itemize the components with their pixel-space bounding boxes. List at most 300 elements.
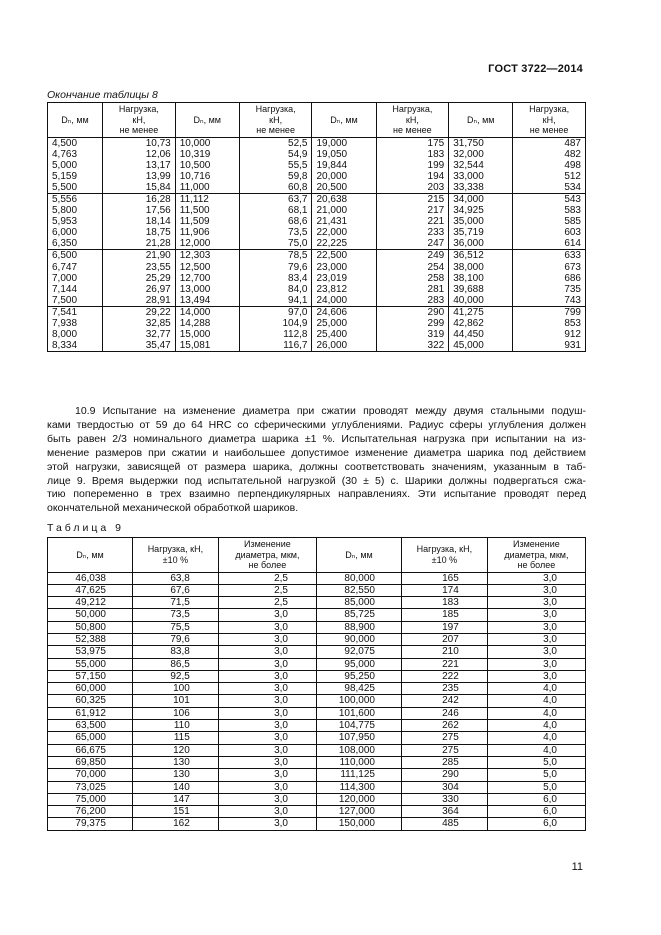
cell-load: 222 [401, 670, 487, 682]
cell-load: 290 [401, 769, 487, 781]
cell-diameter: 36,512 [449, 250, 513, 262]
cell-diameter: 76,200 [48, 806, 133, 818]
cell-diameter: 5,556 [48, 193, 103, 205]
cell-diameter-change: 6,0 [487, 818, 585, 830]
cell-diameter: 61,912 [48, 707, 133, 719]
cell-diameter-change: 3,0 [218, 670, 316, 682]
cell-diameter-change: 3,0 [218, 683, 316, 695]
table-row [48, 756, 586, 768]
table9-header-dw: Dₙ, мм [48, 538, 133, 573]
table8-header-row [48, 103, 586, 138]
cell-load: 78,5 [239, 250, 312, 262]
cell-diameter: 5,800 [48, 205, 103, 216]
cell-diameter: 90,000 [316, 633, 401, 645]
cell-diameter: 14,288 [175, 318, 239, 329]
cell-diameter: 42,862 [449, 318, 513, 329]
cell-load: 633 [513, 250, 586, 262]
cell-load: 221 [376, 216, 449, 227]
cell-load: 183 [376, 149, 449, 160]
cell-diameter-change: 2,5 [218, 597, 316, 609]
cell-diameter: 4,500 [48, 137, 103, 149]
table-row [48, 284, 586, 295]
cell-load: 83,8 [133, 646, 219, 658]
cell-diameter: 12,500 [175, 262, 239, 273]
cell-load: 258 [376, 273, 449, 284]
cell-diameter: 13,494 [175, 295, 239, 307]
cell-diameter: 21,431 [312, 216, 376, 227]
cell-diameter: 95,000 [316, 658, 401, 670]
cell-diameter-change: 3,0 [218, 720, 316, 732]
cell-diameter: 32,544 [449, 160, 513, 171]
cell-load: 17,56 [103, 205, 176, 216]
cell-diameter: 12,000 [175, 238, 239, 250]
cell-load: 16,28 [103, 193, 176, 205]
cell-load: 67,6 [133, 584, 219, 596]
cell-load: 364 [401, 806, 487, 818]
cell-load: 498 [513, 160, 586, 171]
cell-diameter: 73,025 [48, 781, 133, 793]
cell-diameter: 22,225 [312, 238, 376, 250]
cell-diameter: 50,000 [48, 609, 133, 621]
cell-load: 673 [513, 262, 586, 273]
table-row [48, 295, 586, 307]
cell-diameter-change: 2,5 [218, 584, 316, 596]
cell-diameter: 52,388 [48, 633, 133, 645]
table9-header-change: Изменение диаметра, мкм, не более [218, 538, 316, 573]
cell-diameter-change: 3,0 [218, 818, 316, 830]
cell-load: 97,0 [239, 306, 312, 318]
cell-diameter: 23,019 [312, 273, 376, 284]
table-row [48, 227, 586, 238]
cell-diameter: 14,000 [175, 306, 239, 318]
cell-diameter: 47,625 [48, 584, 133, 596]
cell-load: 254 [376, 262, 449, 273]
cell-load: 84,0 [239, 284, 312, 295]
table-row [48, 818, 586, 830]
cell-diameter: 24,606 [312, 306, 376, 318]
table-row [48, 160, 586, 171]
table-8 [47, 102, 586, 352]
cell-load: 207 [401, 633, 487, 645]
cell-diameter-change: 5,0 [487, 756, 585, 768]
cell-diameter: 11,500 [175, 205, 239, 216]
cell-diameter-change: 3,0 [218, 769, 316, 781]
cell-load: 487 [513, 137, 586, 149]
cell-diameter: 70,000 [48, 769, 133, 781]
cell-diameter: 6,500 [48, 250, 103, 262]
cell-diameter-change: 3,0 [487, 658, 585, 670]
paragraph-line: этой нагрузки, зависящей от размера шарика, должны соответствовать значениям, указанным в таб- [47, 460, 586, 473]
cell-load: 912 [513, 329, 586, 340]
cell-diameter: 60,325 [48, 695, 133, 707]
table9-header-change: Изменение диаметра, мкм, не более [487, 538, 585, 573]
cell-diameter-change: 3,0 [487, 609, 585, 621]
table-9 [47, 537, 586, 831]
cell-diameter: 5,159 [48, 171, 103, 182]
cell-diameter: 15,081 [175, 340, 239, 352]
cell-diameter: 100,000 [316, 695, 401, 707]
cell-load: 485 [401, 818, 487, 830]
cell-load: 23,55 [103, 262, 176, 273]
table-row [48, 149, 586, 160]
cell-diameter-change: 3,0 [218, 621, 316, 633]
table-row [48, 695, 586, 707]
cell-load: 92,5 [133, 670, 219, 682]
cell-load: 63,7 [239, 193, 312, 205]
cell-diameter-change: 4,0 [487, 732, 585, 744]
cell-diameter: 11,000 [175, 182, 239, 194]
table-row [48, 744, 586, 756]
paragraph-line: менение размеров при сжатии и наибольшее допустимое изменение диаметра шарика под действием [47, 446, 586, 459]
cell-load: 583 [513, 205, 586, 216]
cell-load: 242 [401, 695, 487, 707]
cell-diameter-change: 4,0 [487, 720, 585, 732]
cell-diameter: 50,800 [48, 621, 133, 633]
cell-load: 197 [401, 621, 487, 633]
cell-load: 79,6 [239, 262, 312, 273]
table-row [48, 205, 586, 216]
cell-diameter: 101,600 [316, 707, 401, 719]
cell-load: 147 [133, 793, 219, 805]
cell-diameter: 150,000 [316, 818, 401, 830]
cell-load: 299 [376, 318, 449, 329]
cell-load: 249 [376, 250, 449, 262]
cell-load: 18,14 [103, 216, 176, 227]
cell-diameter: 107,950 [316, 732, 401, 744]
cell-diameter: 8,334 [48, 340, 103, 352]
cell-load: 63,8 [133, 572, 219, 584]
cell-load: 110 [133, 720, 219, 732]
cell-diameter: 63,500 [48, 720, 133, 732]
cell-diameter: 98,425 [316, 683, 401, 695]
cell-diameter: 35,719 [449, 227, 513, 238]
cell-load: 75,0 [239, 238, 312, 250]
cell-diameter: 19,844 [312, 160, 376, 171]
cell-diameter: 12,303 [175, 250, 239, 262]
cell-load: 32,85 [103, 318, 176, 329]
cell-diameter: 6,747 [48, 262, 103, 273]
cell-load: 79,6 [133, 633, 219, 645]
cell-diameter-change: 3,0 [218, 658, 316, 670]
cell-diameter: 10,500 [175, 160, 239, 171]
cell-diameter: 60,000 [48, 683, 133, 695]
paragraph-line: окончательной механической обработкой шариков. [47, 502, 299, 515]
cell-diameter: 69,850 [48, 756, 133, 768]
cell-diameter: 15,000 [175, 329, 239, 340]
table-row [48, 633, 586, 645]
table8-header-load: Нагрузка, кН, не менее [103, 103, 176, 138]
cell-diameter-change: 5,0 [487, 769, 585, 781]
cell-diameter: 31,750 [449, 137, 513, 149]
table-row [48, 262, 586, 273]
paragraph-line: быть равен 2/3 номинального диаметра шарика ±1 %. Испытательная нагрузка при испытании на из- [47, 432, 586, 445]
cell-diameter: 7,541 [48, 306, 103, 318]
cell-load: 221 [401, 658, 487, 670]
cell-diameter: 7,144 [48, 284, 103, 295]
cell-diameter: 23,000 [312, 262, 376, 273]
table-row [48, 621, 586, 633]
cell-diameter-change: 3,0 [487, 633, 585, 645]
cell-diameter: 39,688 [449, 284, 513, 295]
cell-diameter: 34,000 [449, 193, 513, 205]
cell-diameter-change: 6,0 [487, 793, 585, 805]
cell-load: 686 [513, 273, 586, 284]
cell-diameter: 55,000 [48, 658, 133, 670]
cell-diameter-change: 3,0 [218, 609, 316, 621]
cell-diameter: 46,038 [48, 572, 133, 584]
table8-caption: Окончание таблицы 8 [47, 89, 158, 101]
cell-diameter-change: 3,0 [218, 781, 316, 793]
table-row [48, 137, 586, 149]
cell-diameter: 110,000 [316, 756, 401, 768]
cell-load: 52,5 [239, 137, 312, 149]
cell-load: 603 [513, 227, 586, 238]
cell-load: 59,8 [239, 171, 312, 182]
cell-diameter: 35,000 [449, 216, 513, 227]
cell-diameter: 6,350 [48, 238, 103, 250]
cell-diameter: 75,000 [48, 793, 133, 805]
cell-load: 112,8 [239, 329, 312, 340]
table8-header-load: Нагрузка, кН, не менее [513, 103, 586, 138]
cell-diameter: 80,000 [316, 572, 401, 584]
cell-diameter-change: 3,0 [487, 584, 585, 596]
table9-header-dw: Dₙ, мм [316, 538, 401, 573]
cell-load: 210 [401, 646, 487, 658]
cell-load: 18,75 [103, 227, 176, 238]
cell-load: 120 [133, 744, 219, 756]
cell-diameter: 22,000 [312, 227, 376, 238]
cell-diameter-change: 2,5 [218, 572, 316, 584]
table9-header-load: Нагрузка, кН, ±10 % [133, 538, 219, 573]
table9-body [48, 572, 586, 830]
cell-diameter-change: 4,0 [487, 695, 585, 707]
table-row [48, 193, 586, 205]
cell-diameter: 92,075 [316, 646, 401, 658]
cell-diameter-change: 4,0 [487, 744, 585, 756]
cell-load: 285 [401, 756, 487, 768]
cell-diameter: 32,000 [449, 149, 513, 160]
table8-header-load: Нагрузка, кН, не менее [239, 103, 312, 138]
table-row [48, 793, 586, 805]
cell-load: 73,5 [239, 227, 312, 238]
cell-load: 21,90 [103, 250, 176, 262]
table-row [48, 658, 586, 670]
cell-diameter: 5,000 [48, 160, 103, 171]
table-row [48, 597, 586, 609]
cell-load: 25,29 [103, 273, 176, 284]
cell-diameter: 36,000 [449, 238, 513, 250]
cell-load: 235 [401, 683, 487, 695]
paragraph-line: тию попеременно в трех взаимно перпендикулярных направлениях. Эти испытание проводят перед [47, 488, 586, 501]
cell-diameter: 104,775 [316, 720, 401, 732]
cell-load: 217 [376, 205, 449, 216]
cell-load: 55,5 [239, 160, 312, 171]
cell-load: 116,7 [239, 340, 312, 352]
table-row [48, 318, 586, 329]
cell-diameter: 23,812 [312, 284, 376, 295]
page-number: 11 [571, 861, 583, 873]
cell-load: 100 [133, 683, 219, 695]
cell-diameter: 6,000 [48, 227, 103, 238]
cell-load: 735 [513, 284, 586, 295]
cell-diameter: 82,550 [316, 584, 401, 596]
table-row [48, 340, 586, 352]
cell-diameter: 10,000 [175, 137, 239, 149]
cell-load: 71,5 [133, 597, 219, 609]
cell-diameter: 20,638 [312, 193, 376, 205]
cell-load: 73,5 [133, 609, 219, 621]
cell-load: 185 [401, 609, 487, 621]
cell-diameter: 8,000 [48, 329, 103, 340]
cell-diameter-change: 3,0 [487, 597, 585, 609]
cell-diameter-change: 3,0 [487, 646, 585, 658]
cell-diameter: 85,000 [316, 597, 401, 609]
table-row [48, 720, 586, 732]
cell-diameter: 85,725 [316, 609, 401, 621]
cell-diameter: 21,000 [312, 205, 376, 216]
table9-caption: Таблица 9 [47, 522, 124, 534]
cell-load: 68,1 [239, 205, 312, 216]
table-row [48, 769, 586, 781]
cell-load: 614 [513, 238, 586, 250]
cell-load: 60,8 [239, 182, 312, 194]
cell-load: 262 [401, 720, 487, 732]
cell-diameter: 19,000 [312, 137, 376, 149]
table-row [48, 707, 586, 719]
table8-header-dw: Dₙ, мм [48, 103, 103, 138]
cell-load: 183 [401, 597, 487, 609]
cell-diameter: 33,338 [449, 182, 513, 194]
cell-diameter-change: 3,0 [218, 707, 316, 719]
cell-load: 233 [376, 227, 449, 238]
cell-load: 165 [401, 572, 487, 584]
cell-load: 26,97 [103, 284, 176, 295]
cell-load: 247 [376, 238, 449, 250]
document-id: ГОСТ 3722—2014 [488, 63, 583, 75]
cell-load: 104,9 [239, 318, 312, 329]
table-row [48, 329, 586, 340]
table-row [48, 609, 586, 621]
cell-diameter-change: 4,0 [487, 683, 585, 695]
cell-diameter-change: 3,0 [218, 695, 316, 707]
cell-diameter: 120,000 [316, 793, 401, 805]
cell-diameter: 13,000 [175, 284, 239, 295]
cell-diameter: 38,000 [449, 262, 513, 273]
paragraph-line: ками твердостью от 59 до 64 HRC со сферическими углублениями. Радиус сферы углубления должен [47, 418, 586, 431]
cell-diameter: 49,212 [48, 597, 133, 609]
cell-diameter: 7,938 [48, 318, 103, 329]
table8-body [48, 137, 586, 352]
cell-load: 853 [513, 318, 586, 329]
cell-diameter: 26,000 [312, 340, 376, 352]
cell-load: 283 [376, 295, 449, 307]
cell-diameter: 7,000 [48, 273, 103, 284]
cell-diameter-change: 3,0 [218, 793, 316, 805]
cell-load: 290 [376, 306, 449, 318]
cell-load: 140 [133, 781, 219, 793]
cell-load: 330 [401, 793, 487, 805]
table-row [48, 572, 586, 584]
cell-diameter: 34,925 [449, 205, 513, 216]
cell-diameter: 12,700 [175, 273, 239, 284]
cell-diameter-change: 3,0 [487, 670, 585, 682]
cell-load: 585 [513, 216, 586, 227]
cell-diameter: 57,150 [48, 670, 133, 682]
cell-load: 86,5 [133, 658, 219, 670]
cell-load: 543 [513, 193, 586, 205]
cell-load: 101 [133, 695, 219, 707]
cell-diameter: 127,000 [316, 806, 401, 818]
cell-load: 130 [133, 769, 219, 781]
cell-diameter: 20,000 [312, 171, 376, 182]
section-10-9-paragraph [47, 405, 586, 516]
table9-header-row [48, 538, 586, 573]
cell-load: 743 [513, 295, 586, 307]
cell-load: 319 [376, 329, 449, 340]
cell-load: 175 [376, 137, 449, 149]
table-row [48, 171, 586, 182]
cell-diameter-change: 6,0 [487, 806, 585, 818]
cell-diameter: 11,906 [175, 227, 239, 238]
cell-load: 799 [513, 306, 586, 318]
table-row [48, 781, 586, 793]
cell-load: 35,47 [103, 340, 176, 352]
cell-load: 32,77 [103, 329, 176, 340]
table-row [48, 238, 586, 250]
cell-diameter-change: 3,0 [487, 572, 585, 584]
cell-load: 194 [376, 171, 449, 182]
cell-diameter-change: 3,0 [218, 732, 316, 744]
table8-header-dw: Dₙ, мм [312, 103, 376, 138]
cell-load: 174 [401, 584, 487, 596]
cell-load: 15,84 [103, 182, 176, 194]
cell-diameter-change: 3,0 [218, 744, 316, 756]
table-row [48, 250, 586, 262]
cell-load: 115 [133, 732, 219, 744]
cell-diameter-change: 3,0 [218, 646, 316, 658]
cell-load: 130 [133, 756, 219, 768]
table8-header-dw: Dₙ, мм [449, 103, 513, 138]
paragraph-line: 10.9 Испытание на изменение диаметра при сжатии проводят между двумя стальными подуш- [75, 405, 586, 417]
table-row [48, 806, 586, 818]
cell-diameter: 33,000 [449, 171, 513, 182]
cell-diameter: 114,300 [316, 781, 401, 793]
cell-load: 83,4 [239, 273, 312, 284]
cell-load: 215 [376, 193, 449, 205]
cell-diameter-change: 3,0 [218, 756, 316, 768]
cell-load: 281 [376, 284, 449, 295]
table-row [48, 273, 586, 284]
cell-load: 12,06 [103, 149, 176, 160]
cell-diameter: 88,900 [316, 621, 401, 633]
cell-diameter: 108,000 [316, 744, 401, 756]
cell-diameter: 7,500 [48, 295, 103, 307]
cell-load: 75,5 [133, 621, 219, 633]
cell-load: 162 [133, 818, 219, 830]
cell-diameter: 11,509 [175, 216, 239, 227]
cell-diameter: 41,275 [449, 306, 513, 318]
paragraph-line: лице 9. Время выдержки под испытательной нагрузкой (30 ± 5) с. Шарики должны подвергаться сжа- [47, 474, 586, 487]
cell-load: 54,9 [239, 149, 312, 160]
cell-diameter: 45,000 [449, 340, 513, 352]
cell-diameter: 20,500 [312, 182, 376, 194]
cell-diameter-change: 5,0 [487, 781, 585, 793]
cell-diameter: 5,500 [48, 182, 103, 194]
cell-load: 94,1 [239, 295, 312, 307]
cell-diameter: 19,050 [312, 149, 376, 160]
cell-diameter: 40,000 [449, 295, 513, 307]
cell-load: 534 [513, 182, 586, 194]
